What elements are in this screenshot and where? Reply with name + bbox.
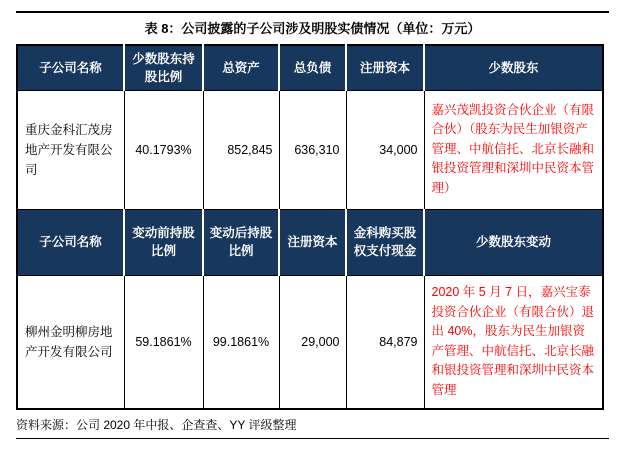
cell-total-liabilities: 636,310 [279, 90, 346, 209]
cell-ratio-after-change: 99.1861% [203, 275, 279, 409]
cell-minority-shareholder-change: 2020 年 5 月 7 日，嘉兴宝泰投资合伙企业（有限合伙）退出 40%，股东为民生加银资产管理、中航信托、北京长融和银投资管理和深圳中民资本管理 [424, 275, 603, 409]
section2-data-row [17, 275, 603, 409]
header-minority-shareholders: 少数股东 [424, 45, 603, 90]
header-ratio-after-change: 变动后持股比例 [203, 209, 279, 275]
header-minority-shareholder-change: 少数股东变动 [424, 209, 603, 275]
table-title: 表 8：公司披露的子公司涉及明股实债情况（单位：万元） [144, 21, 481, 36]
header-subsidiary-name: 子公司名称 [17, 45, 124, 90]
cell-ratio-before-change: 59.1861% [124, 275, 203, 409]
cell-minority-shareholders: 嘉兴茂凯投资合伙企业（有限合伙）（股东为民生加银资产管理、中航信托、北京长融和银投资管理和深圳中民资本管理） [424, 90, 603, 209]
top-rule [16, 11, 609, 13]
cell-registered-capital-2: 29,000 [279, 275, 346, 409]
cell-total-assets: 852,845 [203, 90, 279, 209]
header-total-liabilities: 总负债 [279, 45, 346, 90]
disclosure-table [16, 44, 604, 410]
header-minority-holding-ratio: 少数股东持股比例 [124, 45, 203, 90]
section1-header-row [17, 45, 603, 90]
header-registered-capital: 注册资本 [346, 45, 424, 90]
header-total-assets: 总资产 [203, 45, 279, 90]
report-page [0, 11, 617, 439]
bottom-rule [16, 438, 609, 439]
header-ratio-before-change: 变动前持股比例 [124, 209, 203, 275]
cell-registered-capital-1: 34,000 [346, 90, 424, 209]
header-cash-paid-by-jinke: 金科购买股权支付现金 [346, 209, 424, 275]
header-subsidiary-name-2: 子公司名称 [17, 209, 124, 275]
cell-minority-holding-ratio: 40.1793% [124, 90, 203, 209]
section2-header-row [17, 209, 603, 275]
header-registered-capital-2: 注册资本 [279, 209, 346, 275]
section1-data-row [17, 90, 603, 209]
cell-cash-paid-by-jinke: 84,879 [346, 275, 424, 409]
source-note: 资料来源：公司 2020 年中报、企查查、YY 评级整理 [16, 418, 297, 432]
cell-company-name-1: 重庆金科汇茂房地产开发有限公司 [17, 90, 124, 209]
cell-company-name-2: 柳州金明柳房地产开发有限公司 [17, 275, 124, 409]
